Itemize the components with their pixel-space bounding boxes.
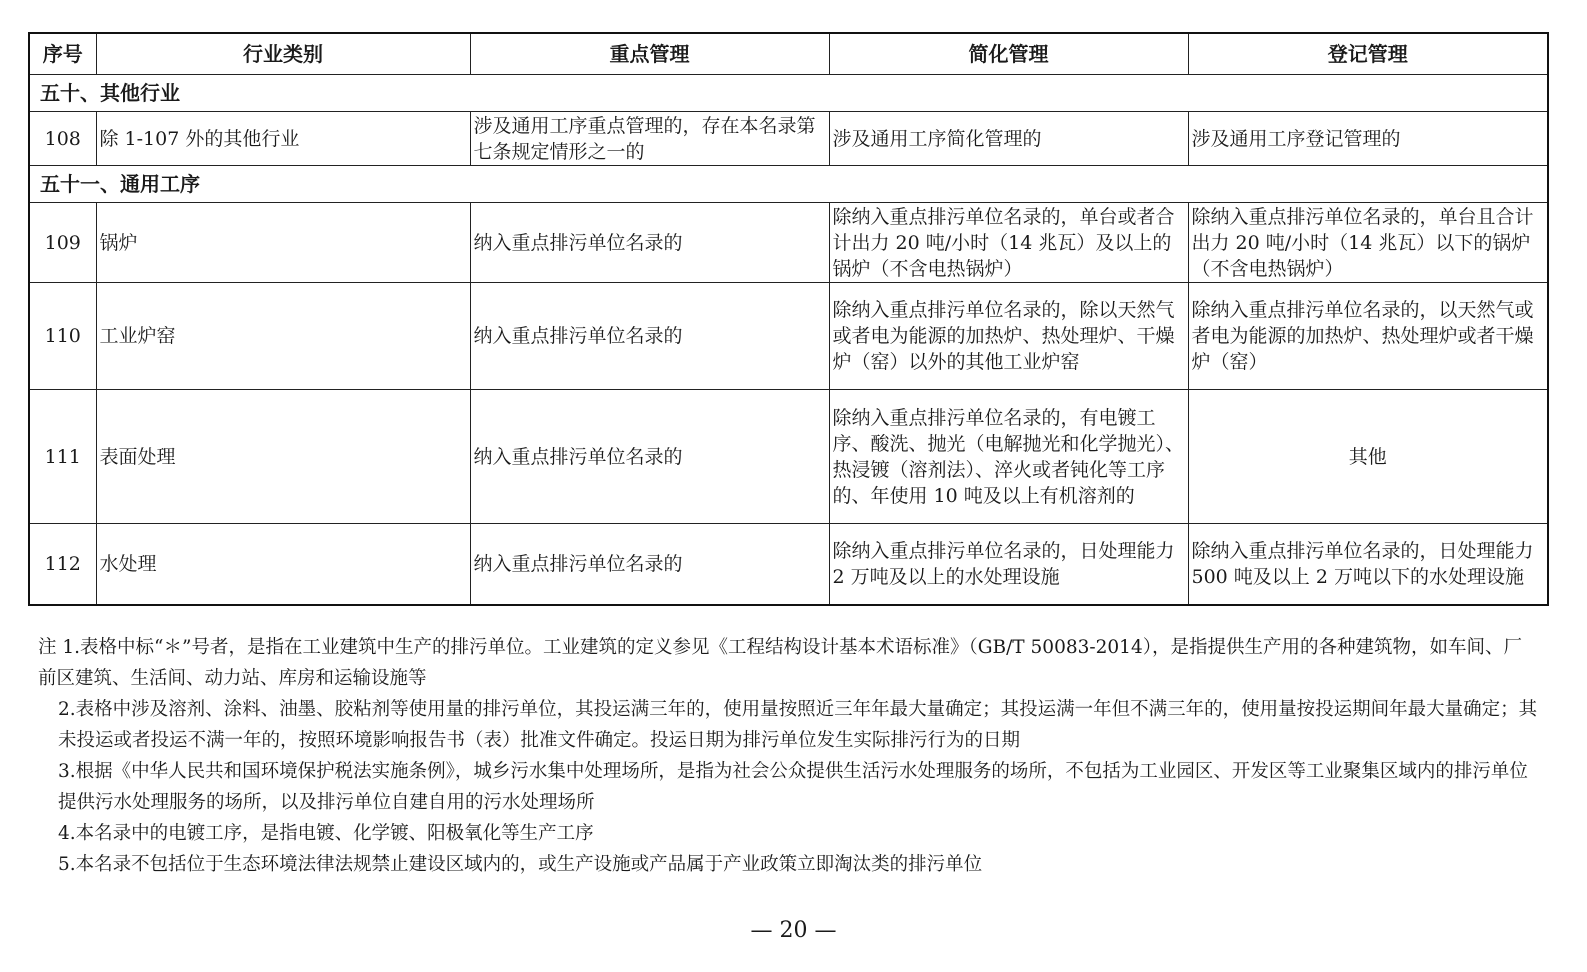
row-simplified-management: 除纳入重点排污单位名录的，除以天然气或者电为能源的加热炉、热处理炉、干燥炉（窑）以外的其他工业炉窑 [829, 283, 1188, 390]
table-header-row [29, 33, 1548, 75]
row-serial: 110 [29, 283, 96, 390]
row-serial: 109 [29, 203, 96, 283]
table-row [29, 524, 1548, 605]
header-key-management: 重点管理 [470, 33, 829, 75]
row-registration-management: 涉及通用工序登记管理的 [1188, 112, 1548, 166]
row-simplified-management: 除纳入重点排污单位名录的，日处理能力 2 万吨及以上的水处理设施 [829, 524, 1188, 605]
note-4: 4.本名录中的电镀工序，是指电镀、化学镀、阳极氧化等生产工序 [58, 823, 594, 844]
row-simplified-management: 涉及通用工序简化管理的 [829, 112, 1188, 166]
table-row [29, 390, 1548, 524]
note-2: 2.表格中涉及溶剂、涂料、油墨、胶粘剂等使用量的排污单位，其投运满三年的，使用量按照近三年年最大量确定；其投运满一年但不满三年的，使用量按投运期间年最大量确定；其未投运或者投运不满一年的，按照环境影响报告书（表）批准文件确定。投运日期为排污单位发生实际排污行为的日期 [58, 699, 1538, 751]
row-registration-management: 其他 [1188, 390, 1548, 524]
note-1: 注 1.表格中标“＊”号者，是指在工业建筑中生产的排污单位。工业建筑的定义参见《工程结构设计基本术语标准》（GB/T 50083-2014），是指提供生产用的各种建筑物，如车间、厂前区建筑、生活间、动力站、库房和运输设施等 [38, 637, 1522, 689]
row-industry: 除 1-107 外的其他行业 [96, 112, 470, 166]
header-serial: 序号 [29, 33, 96, 75]
row-key-management: 纳入重点排污单位名录的 [470, 390, 829, 524]
row-key-management: 纳入重点排污单位名录的 [470, 283, 829, 390]
row-simplified-management: 除纳入重点排污单位名录的，单台或者合计出力 20 吨/小时（14 兆瓦）及以上的锅炉（不含电热锅炉） [829, 203, 1188, 283]
header-industry: 行业类别 [96, 33, 470, 75]
row-registration-management: 除纳入重点排污单位名录的，以天然气或者电为能源的加热炉、热处理炉或者干燥炉（窑） [1188, 283, 1548, 390]
note-3: 3.根据《中华人民共和国环境保护税法实施条例》，城乡污水集中处理场所，是指为社会公众提供生活污水处理服务的场所，不包括为工业园区、开发区等工业聚集区域内的排污单位提供污水处理服务的场所，以及排污单位自建自用的污水处理场所 [58, 761, 1528, 813]
section-row-common-processes [29, 166, 1548, 203]
header-simplified-management: 简化管理 [829, 33, 1188, 75]
section-title: 五十一、通用工序 [29, 166, 1548, 203]
table-notes [38, 632, 1538, 880]
section-title: 五十、其他行业 [29, 75, 1548, 112]
row-serial: 111 [29, 390, 96, 524]
row-key-management: 涉及通用工序重点管理的，存在本名录第七条规定情形之一的 [470, 112, 829, 166]
table-row [29, 283, 1548, 390]
row-serial: 108 [29, 112, 96, 166]
row-industry: 锅炉 [96, 203, 470, 283]
table-row [29, 112, 1548, 166]
permit-management-table [28, 32, 1549, 606]
page-number: — 20 — [750, 918, 837, 943]
note-5: 5.本名录不包括位于生态环境法律法规禁止建设区域内的，或生产设施或产品属于产业政策立即淘汰类的排污单位 [58, 854, 983, 875]
row-industry: 水处理 [96, 524, 470, 605]
row-industry: 表面处理 [96, 390, 470, 524]
section-row-other-industries [29, 75, 1548, 112]
row-registration-management: 除纳入重点排污单位名录的，单台且合计出力 20 吨/小时（14 兆瓦）以下的锅炉（不含电热锅炉） [1188, 203, 1548, 283]
row-key-management: 纳入重点排污单位名录的 [470, 524, 829, 605]
permit-table-container [28, 32, 1547, 606]
row-simplified-management: 除纳入重点排污单位名录的，有电镀工序、酸洗、抛光（电解抛光和化学抛光）、热浸镀（溶剂法）、淬火或者钝化等工序的、年使用 10 吨及以上有机溶剂的 [829, 390, 1188, 524]
header-registration-management: 登记管理 [1188, 33, 1548, 75]
row-registration-management: 除纳入重点排污单位名录的，日处理能力 500 吨及以上 2 万吨以下的水处理设施 [1188, 524, 1548, 605]
row-serial: 112 [29, 524, 96, 605]
row-industry: 工业炉窑 [96, 283, 470, 390]
table-row [29, 203, 1548, 283]
row-key-management: 纳入重点排污单位名录的 [470, 203, 829, 283]
